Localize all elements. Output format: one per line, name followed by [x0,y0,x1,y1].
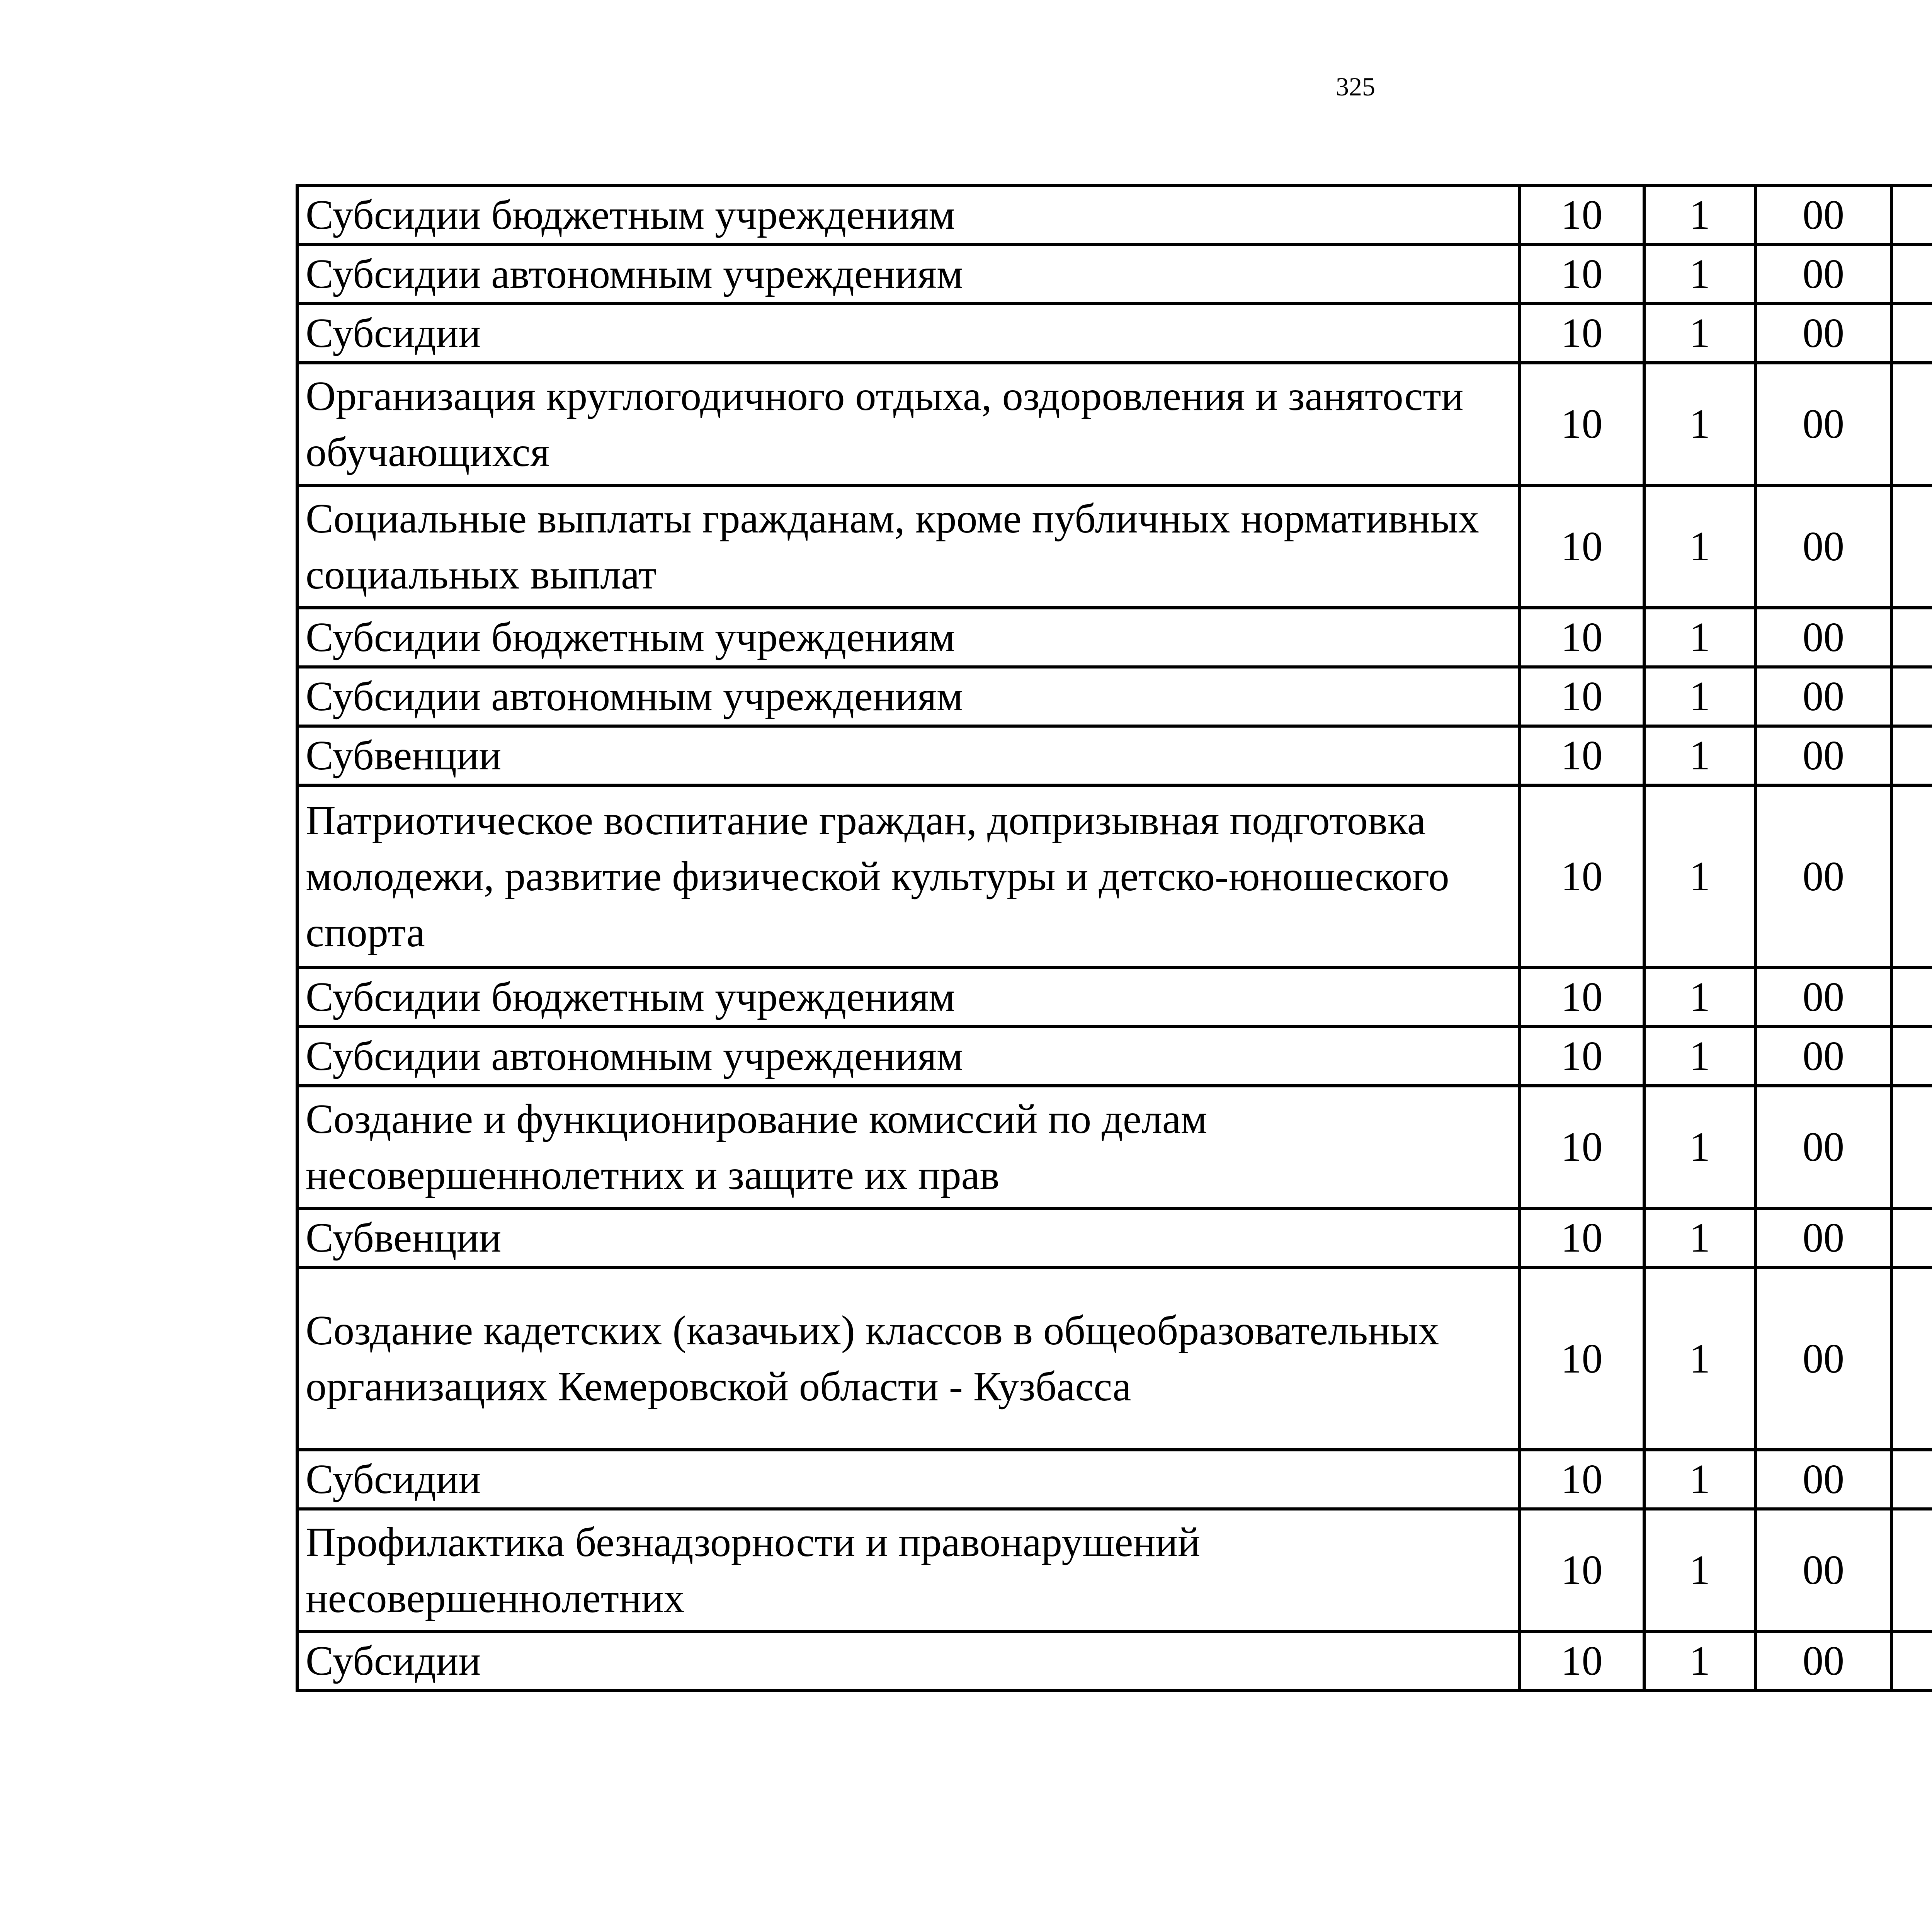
table-row [297,185,1932,245]
subprogram-code: 00 [1755,608,1891,667]
program-code: 1 [1644,1086,1755,1208]
section-code: 10 [1519,1208,1644,1267]
direction-code [1891,1027,1932,1086]
section-code: 10 [1519,1267,1644,1450]
subprogram-code: 00 [1755,726,1891,785]
expense-name: Субсидии [297,1631,1519,1691]
program-code: 1 [1644,1450,1755,1509]
program-code: 1 [1644,1509,1755,1631]
direction-code [1891,968,1932,1027]
table-row [297,608,1932,667]
table-row [297,1509,1932,1631]
direction-code [1891,726,1932,785]
expense-name: Субсидии [297,304,1519,363]
direction-code [1891,245,1932,304]
table-row [297,1631,1932,1691]
direction-code [1891,185,1932,245]
expense-name: Субсидии автономным учреждениям [297,245,1519,304]
subprogram-code: 00 [1755,1086,1891,1208]
program-code: 1 [1644,363,1755,485]
subprogram-code: 00 [1755,1509,1891,1631]
section-code: 10 [1519,245,1644,304]
table-row [297,1086,1932,1208]
program-code: 1 [1644,726,1755,785]
subprogram-code: 00 [1755,1267,1891,1450]
expense-name: Субсидии автономным учреждениям [297,1027,1519,1086]
expense-name: Субсидии бюджетным учреждениям [297,185,1519,245]
table-row [297,1450,1932,1509]
program-code: 1 [1644,245,1755,304]
direction-code [1891,304,1932,363]
section-code: 10 [1519,1450,1644,1509]
program-code: 1 [1644,304,1755,363]
program-code: 1 [1644,608,1755,667]
table-row [297,245,1932,304]
subprogram-code: 00 [1755,363,1891,485]
section-code: 10 [1519,185,1644,245]
page-number: 325 [1336,72,1375,101]
expense-name: Субсидии бюджетным учреждениям [297,608,1519,667]
subprogram-code: 00 [1755,1450,1891,1509]
program-code: 1 [1644,1208,1755,1267]
section-code: 10 [1519,1086,1644,1208]
subprogram-code: 00 [1755,485,1891,608]
section-code: 10 [1519,968,1644,1027]
direction-code [1891,608,1932,667]
direction-code [1891,1450,1932,1509]
section-code: 10 [1519,785,1644,968]
expense-name: Субсидии [297,1450,1519,1509]
subprogram-code: 00 [1755,1631,1891,1691]
section-code: 10 [1519,363,1644,485]
direction-code [1891,1208,1932,1267]
program-code: 1 [1644,1631,1755,1691]
direction-code [1891,363,1932,485]
subprogram-code: 00 [1755,304,1891,363]
subprogram-code: 00 [1755,185,1891,245]
section-code: 10 [1519,608,1644,667]
expense-name: Профилактика безнадзорности и правонарушений несовершеннолетних [297,1509,1519,1631]
direction-code [1891,1086,1932,1208]
section-code: 10 [1519,726,1644,785]
direction-code [1891,485,1932,608]
table-row [297,667,1932,726]
subprogram-code: 00 [1755,1027,1891,1086]
direction-code [1891,1509,1932,1631]
section-code: 10 [1519,1509,1644,1631]
direction-code [1891,667,1932,726]
program-code: 1 [1644,185,1755,245]
table-row [297,304,1932,363]
expense-name: Субвенции [297,1208,1519,1267]
direction-code [1891,785,1932,968]
table-row [297,968,1932,1027]
section-code: 10 [1519,667,1644,726]
program-code: 1 [1644,968,1755,1027]
subprogram-code: 00 [1755,667,1891,726]
subprogram-code: 00 [1755,785,1891,968]
program-code: 1 [1644,785,1755,968]
table-row [297,363,1932,485]
subprogram-code: 00 [1755,245,1891,304]
table-row [297,1208,1932,1267]
section-code: 10 [1519,485,1644,608]
program-code: 1 [1644,485,1755,608]
program-code: 1 [1644,667,1755,726]
table-row [297,726,1932,785]
expense-name: Субвенции [297,726,1519,785]
subprogram-code: 00 [1755,1208,1891,1267]
section-code: 10 [1519,1027,1644,1086]
expense-name: Субсидии автономным учреждениям [297,667,1519,726]
expense-name: Субсидии бюджетным учреждениям [297,968,1519,1027]
direction-code [1891,1267,1932,1450]
subprogram-code: 00 [1755,968,1891,1027]
direction-code [1891,1631,1932,1691]
table-row [297,1027,1932,1086]
expense-name: Создание кадетских (казачьих) классов в общеобразовательных организациях Кемеровской области - Кузбасса [297,1267,1519,1450]
program-code: 1 [1644,1027,1755,1086]
program-code: 1 [1644,1267,1755,1450]
section-code: 10 [1519,304,1644,363]
expense-name: Организация круглогодичного отдыха, оздоровления и занятости обучающихся [297,363,1519,485]
expense-name: Социальные выплаты гражданам, кроме публичных нормативных социальных выплат [297,485,1519,608]
table-row [297,785,1932,968]
table-row [297,1267,1932,1450]
budget-expenditure-table [296,184,1932,1692]
expense-name: Создание и функционирование комиссий по делам несовершеннолетних и защите их прав [297,1086,1519,1208]
section-code: 10 [1519,1631,1644,1691]
expense-name: Патриотическое воспитание граждан, допризывная подготовка молодежи, развитие физической культуры и детско-юношеского спорта [297,785,1519,968]
table-row [297,485,1932,608]
